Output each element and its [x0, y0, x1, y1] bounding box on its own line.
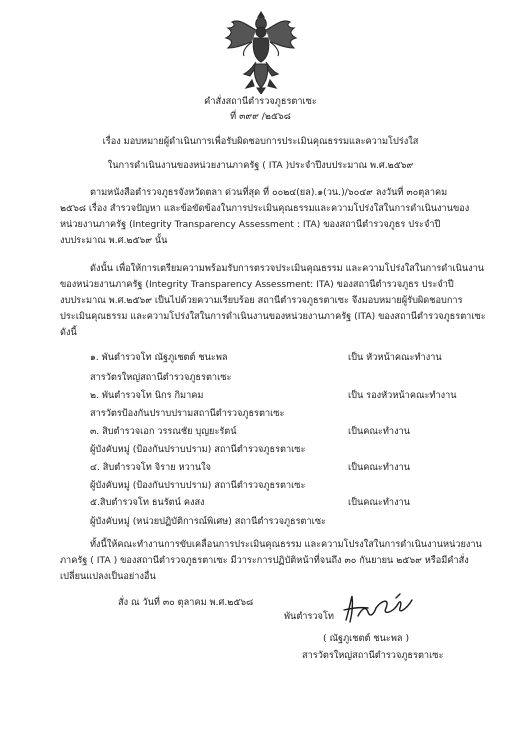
assignee-role: เป็นคณะทำงาน [348, 497, 410, 508]
paragraph2-line3: งบประมาณ พ.ศ.๒๕๖๙ เป็นไปด้วยความเรียบร้อย สถานีตำรวจภูธรตาเซะ จึงมอบหมายผู้รับผิดชอบการ [60, 295, 463, 306]
signer-position: สารวัตรใหญ่สถานีตำรวจภูธรตาเซะ [302, 650, 444, 661]
signer-rank: พันตำรวจโท [284, 611, 334, 622]
order-date: สั่ง ณ วันที่ ๓๐ ตุลาคม พ.ศ.๒๕๖๘ [118, 597, 254, 608]
assignee-name: ๒. พันตำรวจโท นิกร กิมาคม [90, 390, 204, 401]
assignee-position: สารวัตรป้องกันปราบปรามสถานีตำรวจภูธรตาเซะ [90, 408, 285, 419]
paragraph1-line3: หน่วยงานภาครัฐ (Integrity Transparency Assessment : ITA) ของสถานีตำรวจภูธร ประจำปี [60, 219, 441, 230]
assignee-name: ๔. สิบตำรวจโท จิราย หวานใจ [90, 462, 212, 473]
garuda-emblem-icon [222, 8, 300, 94]
assignee-role: เป็น หัวหน้าคณะทำงาน [348, 352, 442, 363]
paragraph2-line4: ประเมินคุณธรรม และความโปร่งใสในการดำเนินงานของหน่วยงานภาครัฐ (ITA) ของสถานีตำรวจภูธรตาเซะ [60, 311, 486, 322]
assignee-position: ผู้บังคับหมู่ (ป้องกันปราบปราม) สถานีตำรวจภูธรตาเซะ [90, 444, 306, 455]
assignee-position: สารวัตรใหญ่สถานีตำรวจภูธรตาเซะ [90, 372, 232, 383]
paragraph2-line2: ของหน่วยงานภาครัฐ (Integrity Transparency Assessment: ITA) ของสถานีตำรวจภูธร ประจำปี [60, 279, 454, 290]
signature-image [340, 590, 418, 626]
assignee-name: ๕.สิบตำรวจโท ธนรัตน์ คงสง [90, 497, 205, 508]
paragraph2-line1: ดังนั้น เพื่อให้การเตรียมความพร้อมรับการตรวจประเมินคุณธรรม และความโปร่งใสในการดำเนินงาน [90, 263, 485, 274]
order-title: คำสั่งสถานีตำรวจภูธรตาเซะ [204, 96, 317, 107]
subject-line-1: เรื่อง มอบหมายผู้ดำเนินการเพื่อรับผิดชอบการประเมินคุณธรรมและความโปร่งใส [102, 136, 419, 147]
paragraph2-line5: ดังนี้ [60, 327, 77, 338]
assignee-role: เป็นคณะทำงาน [348, 426, 410, 437]
assignee-role: เป็น รองหัวหน้าคณะทำงาน [348, 390, 457, 401]
paragraph3-line2: ภาครัฐ ( ITA ) ของสถานีตำรวจภูธรตาเซะ มีวาระการปฏิบัติหน้าที่จนถึง ๓๐ กันยายน ๒๕๖๙ หรือมีคำสั่ง [60, 555, 469, 566]
assignee-position: ผู้บังคับหมู่ (หน่วยปฏิบัติการณ์พิเศษ) สถานีตำรวจภูธรตาเซะ [90, 516, 326, 527]
paragraph3-line1: ทั้งนี้ให้คณะทำงานการขับเคลื่อนการประเมินคุณธรรม และความโปรงใสในการดำเนินงานหน่วยงาน [90, 539, 482, 550]
assignee-name: ๓. สิบตำรวจเอก วรรณชัย บุญยะรัตน์ [90, 426, 237, 437]
signer-name: ( ณัฐภูเชตต์ ชนะพล ) [323, 633, 410, 644]
subject-line-2: ในการดำเนินงานของหน่วยงานภาครัฐ ( ITA )ประจำปีงบประมาณ พ.ศ.๒๕๖๙ [107, 160, 414, 171]
assignee-role: เป็นคณะทำงาน [348, 462, 410, 473]
paragraph1-line1: ตามหนังสือตำรวจภูธรจังหวัดตลา ด่วนที่สุด ที่ ๐๐๒๔(ยล).๑(วน.)/๖๐๔๙ ลงวันที่ ๓๐ตุลาคม [90, 187, 448, 198]
order-number: ที่ ๓๙๙ /๒๕๖๘ [230, 111, 291, 122]
assignee-name: ๑. พันตำรวจโท ณัฐภูเชตต์ ชนะพล [90, 352, 228, 363]
paragraph3-line3: เปลี่ยนแปลงเป็นอย่างอื่น [60, 571, 156, 582]
assignee-position: ผู้บังคับหมู่ (ป้องกันปราบปราม) สถานีตำรวจภูธรตาเซะ [90, 480, 306, 491]
paragraph1-line2: ๒๕๖๘ เรื่อง สำรวจปัญหา และข้อขัดข้องในการประเมินคุณธรรมและความโปร่งใสในการดำเนินงานของ [60, 203, 470, 214]
paragraph1-line4: งบประมาณ พ.ศ.๒๕๖๙ นั้น [60, 235, 168, 246]
